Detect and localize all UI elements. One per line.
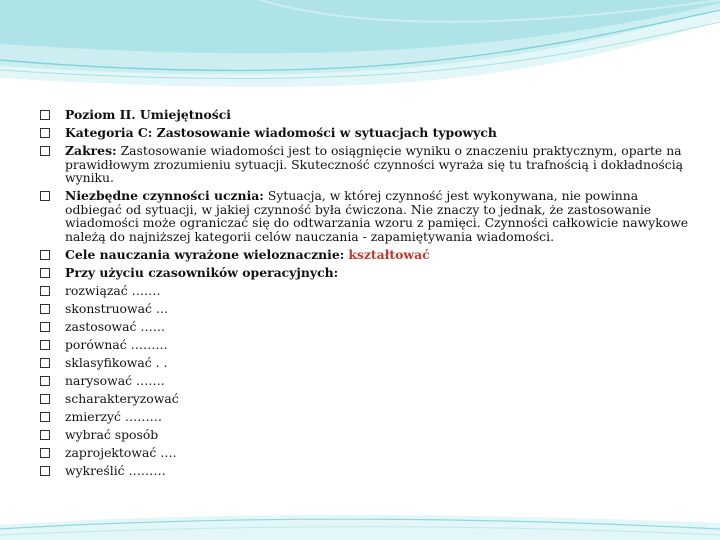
list-item xyxy=(40,189,690,243)
list-item xyxy=(40,144,690,185)
square-outline-icon xyxy=(40,448,50,458)
bottom-wave-decoration xyxy=(0,505,720,540)
square-outline-icon xyxy=(40,340,50,350)
list-item-text: wybrać sposób xyxy=(65,426,159,442)
list-item-text: sklasyfikować . . xyxy=(65,354,168,370)
list-item-text: rozwiązać ……. xyxy=(65,282,161,298)
square-outline-icon xyxy=(40,322,50,332)
square-outline-icon xyxy=(40,268,50,278)
list-item xyxy=(40,338,690,352)
list-item-text: Zakres: Zastosowanie wiadomości jest to osiągnięcie wyniku o znaczeniu praktycznym, oparte na prawidłowym zrozumieniu sytuacji. Skuteczność czynności wyraża się tu trafnością i dokładnością wyniku. xyxy=(65,142,684,186)
list-item xyxy=(40,248,690,262)
list-item-text: Przy użyciu czasowników operacyjnych: xyxy=(65,264,339,280)
square-outline-icon xyxy=(40,358,50,368)
list-item-text: zmierzyć ……… xyxy=(65,408,163,424)
list-item-text: wykreślić ……… xyxy=(65,462,166,478)
square-outline-icon xyxy=(40,466,50,476)
list-item xyxy=(40,446,690,460)
list-item xyxy=(40,356,690,370)
list-item xyxy=(40,392,690,406)
square-outline-icon xyxy=(40,146,50,156)
list-item-text: zaprojektować …. xyxy=(65,444,177,460)
list-item-text: Kategoria C: Zastosowanie wiadomości w sytuacjach typowych xyxy=(65,124,497,140)
list-item-text: skonstruować … xyxy=(65,300,169,316)
list-item-text: zastosować …… xyxy=(65,318,166,334)
square-outline-icon xyxy=(40,128,50,138)
square-outline-icon xyxy=(40,394,50,404)
list-item xyxy=(40,108,690,122)
list-item xyxy=(40,266,690,280)
square-outline-icon xyxy=(40,304,50,314)
square-outline-icon xyxy=(40,376,50,386)
highlight-word: kształtować xyxy=(348,246,430,262)
list-item-text: scharakteryzować xyxy=(65,390,179,406)
list-item-text: Poziom II. Umiejętności xyxy=(65,107,231,122)
list-item-text: Cele nauczania wyrażone wieloznacznie: kształtować xyxy=(65,246,430,262)
list-item xyxy=(40,428,690,442)
list-item xyxy=(40,464,690,478)
list-item xyxy=(40,284,690,298)
top-wave-decoration xyxy=(0,0,720,100)
square-outline-icon xyxy=(40,110,50,120)
list-item-text: porównać ……… xyxy=(65,336,168,352)
list-item xyxy=(40,126,690,140)
square-outline-icon xyxy=(40,286,50,296)
list-item-text: Niezbędne czynności ucznia: Sytuacja, w której czynność jest wykonywana, nie powinna odbiegać od sytuacji, w jakiej czynność była ćwiczona. Nie znaczy to jednak, że zastosowanie wiadomości może ograniczać się do odtwarzania wzoru z pamięci. Czynności całkowicie nawykowe należą do najniższej kategorii celów nauczania - zapamiętywania wiadomości. xyxy=(65,188,689,244)
list-item xyxy=(40,374,690,388)
square-outline-icon xyxy=(40,191,50,201)
list-item-text: narysować ……. xyxy=(65,372,165,388)
square-outline-icon xyxy=(40,412,50,422)
bullet-list xyxy=(40,108,690,482)
list-item xyxy=(40,320,690,334)
square-outline-icon xyxy=(40,430,50,440)
list-item xyxy=(40,302,690,316)
list-item xyxy=(40,410,690,424)
square-outline-icon xyxy=(40,250,50,260)
